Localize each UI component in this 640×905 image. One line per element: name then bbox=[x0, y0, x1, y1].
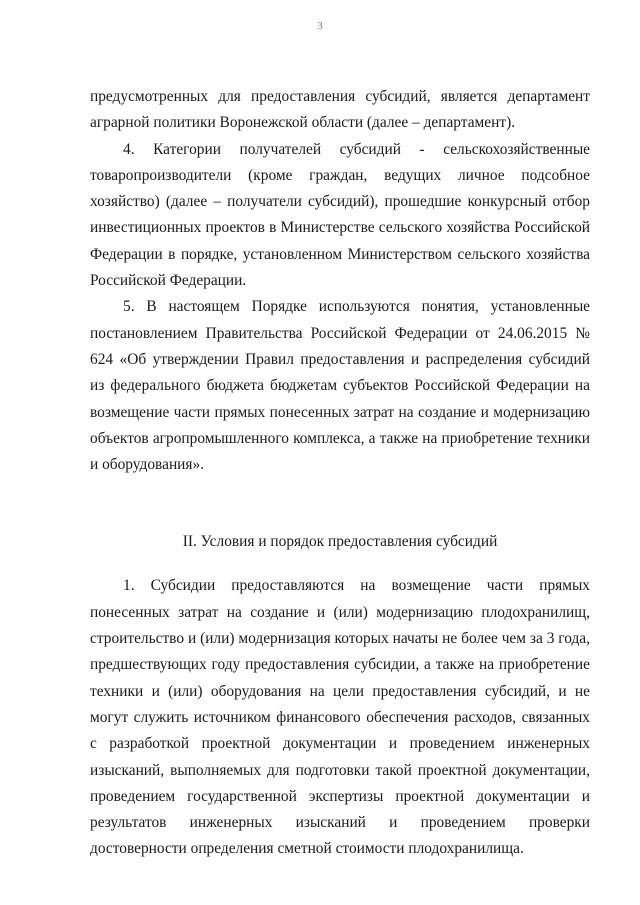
page-number: 3 bbox=[317, 20, 323, 32]
paragraph-5-definitions: 5. В настоящем Порядке используются понятия, установленные постановлением Правительства Российской Федерации от 24.06.2015 № 624 «Об утверждении Правил предоставления и распределения субсидий из федерального бюджета бюджетам субъектов Российской Федерации на возмещение части прямых понесенных затрат на создание и модернизацию объектов агропромышленного комплекса, а также на приобретение техники и оборудования». bbox=[90, 298, 590, 474]
section2-paragraph-1: 1. Субсидии предоставляются на возмещение части прямых понесенных затрат на создание и (или) модернизацию плодохранилищ, строительство и (или) модернизация которых начаты не более чем за 3 года, предшествующих году предоставления субсидии, а также на приобретение техники и (или) оборудования на цели предоставления субсидий, и не могут служить источником финансового обеспечения расходов, связанных с разработкой проектной документации и проведением инженерных изысканий, выполняемых для подготовки такой проектной документации, проведением государственной экспертизы проектной документации и результатов инженерных изысканий и проведением проверки достоверности определения сметной стоимости плодохранилища. bbox=[90, 577, 590, 858]
paragraph-continuation: предусмотренных для предоставления субсидий, является департамент аграрной политики Воронежской области (далее – департамент). bbox=[90, 88, 590, 132]
section-heading: II. Условия и порядок предоставления субсидий bbox=[182, 533, 498, 551]
paragraph-4-recipient-categories: 4. Категории получателей субсидий - сельскохозяйственные товаропроизводители (кроме граждан, ведущих личное подсобное хозяйство) (далее – получатели субсидий), прошедшие конкурсный отбор инвестиционных проектов в Министерстве сельского хозяйства Российской Федерации в порядке, установленном Министерством сельского хозяйства Российской Федерации. bbox=[90, 140, 590, 290]
document-body bbox=[90, 84, 590, 863]
